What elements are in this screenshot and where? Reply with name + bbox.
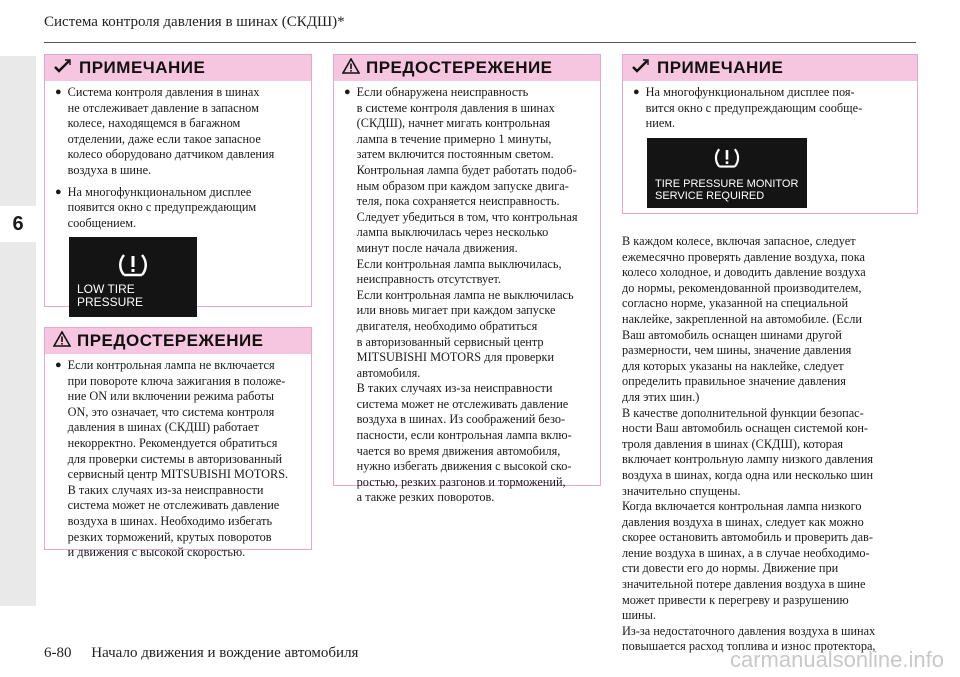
warning-header bbox=[45, 328, 311, 354]
footer-section-title: Начало движения и вождение автомобиля bbox=[91, 645, 359, 661]
low-tire-pressure-display bbox=[69, 237, 197, 317]
chapter-number: 6 bbox=[0, 206, 36, 242]
note-heading: ПРИМЕЧАНИЕ bbox=[657, 58, 784, 77]
chapter-side-tab bbox=[0, 56, 36, 606]
note-box-2 bbox=[622, 54, 918, 214]
warning-box-2 bbox=[333, 54, 601, 505]
tpms-service-display bbox=[647, 138, 807, 208]
bullet-icon: ● bbox=[55, 359, 62, 371]
bullet-icon: ● bbox=[344, 86, 351, 98]
header-divider bbox=[44, 42, 916, 43]
list-item: ● На многофункциональном дисплее появится окно с предупреждающим сообщением. bbox=[55, 184, 257, 230]
warning-triangle-icon bbox=[53, 331, 71, 352]
display-message: LOW TIRE PRESSURE bbox=[77, 282, 144, 310]
list-item: ● На многофункциональном дисплее поя- вится окно с предупреждающим сообще- нием. bbox=[633, 85, 863, 131]
page-number: 6-80 bbox=[44, 645, 72, 661]
list-item: ● Система контроля давления в шинах не отслеживает давление в запасном колесе, находящемся в багажном отделении, даже если такое запасное колесо оборудовано датчиком давления воздуха в шине. bbox=[55, 85, 275, 177]
watermark: carmanualsonline.info bbox=[729, 647, 944, 672]
warning-heading: ПРЕДОСТЕРЕЖЕНИЕ bbox=[77, 331, 264, 350]
display-message: TIRE PRESSURE MONITOR SERVICE REQUIRED bbox=[655, 177, 799, 202]
page-footer bbox=[44, 645, 358, 662]
bullet-icon: ● bbox=[55, 185, 62, 198]
note-header bbox=[45, 55, 311, 81]
note-box-1 bbox=[44, 54, 312, 310]
note-heading: ПРИМЕЧАНИЕ bbox=[79, 58, 206, 77]
list-item: ● Если контрольная лампа не включается при повороте ключа зажигания в положе- ние ON или включении режима работы ON, это означает, что система контроля давления в шинах (СКДШ) работает некорректно. Рекомендуется обратиться для проверки системы в авторизованный сервисный центр MITSUBISHI MOTORS. В таких случаях из-за неисправности система может не отслеживать давление воздуха в шинах. Необходимо избегать резких торможений, крутых поворотов и движения с высокой скоростью. bbox=[55, 358, 289, 560]
warning-triangle-icon bbox=[342, 58, 360, 79]
bullet-icon: ● bbox=[55, 86, 62, 98]
note-header bbox=[623, 55, 917, 81]
pencil-check-icon bbox=[631, 58, 651, 79]
tpms-warning-icon bbox=[712, 144, 742, 175]
warning-box-1 bbox=[44, 327, 312, 560]
list-item: ● Если обнаружена неисправность в системе контроля давления в шинах (СКДШ), начнет мигать контрольная лампа в течение примерно 1 минуты, затем включится постоянным светом. Контрольная лампа будет работать подоб- ным образом при каждом запуске двига- теля, пока сохраняется неисправность. Следует убедиться в том, что контрольная лампа выключилась через несколько минут после начала движения. Если контрольная лампа выключилась, неисправность отсутствует. Если контрольная лампа не выключилась или вновь мигает при каждом запуске двигателя, необходимо обратиться в авторизованный сервисный центр MITSUBISHI MOTORS для проверки автомобиля. В таких случаях из-за неисправности система может не отслеживать давление воздуха в шинах. Из соображений безо- пасности, если контрольная лампа вклю- чается во время движения автомобиля, нужно избегать движения с высокой ско- ростью, резких разгонов и торможений, а также резких поворотов. bbox=[344, 85, 578, 505]
warning-header bbox=[334, 55, 600, 81]
pencil-check-icon bbox=[53, 58, 73, 79]
warning-heading: ПРЕДОСТЕРЕЖЕНИЕ bbox=[366, 58, 553, 77]
tpms-warning-icon bbox=[116, 249, 150, 284]
main-body-text: В каждом колесе, включая запасное, следует ежемесячно проверять давление воздуха, пока колесо холодное, и доводить давление воздуха до нормы, рекомендованной производителем, согласно норме, указанной на специальной наклейке, закрепленной на автомобиле. (Если Ваш автомобиль оснащен шинами другой размерности, чем шины, значение давления для которых указаны на наклейке, следует определить правильное значение давления для этих шин.) В качестве дополнительной функции безопас- ности Ваш автомобиль оснащен системой кон- троля давления в шинах (СКДШ), которая включает контрольную лампу низкого давления воздуха в шинах, когда одна или несколько шин значительно спущены. Когда включается контрольная лампа низкого давления воздуха в шинах, следует как можно скорее остановить автомобиль и проверить дав- ление воздуха в шинах, а в случае необходимо- сти довести его до нормы. Движение при значительной потере давления воздуха в шине может привести к перегреву и разрушению шины. Из-за недостаточного давления воздуха в шинах повышается расход топлива и износ протектора, bbox=[622, 234, 876, 654]
bullet-icon: ● bbox=[633, 86, 640, 98]
page-header-title: Система контроля давления в шинах (СКДШ)* bbox=[44, 14, 345, 30]
